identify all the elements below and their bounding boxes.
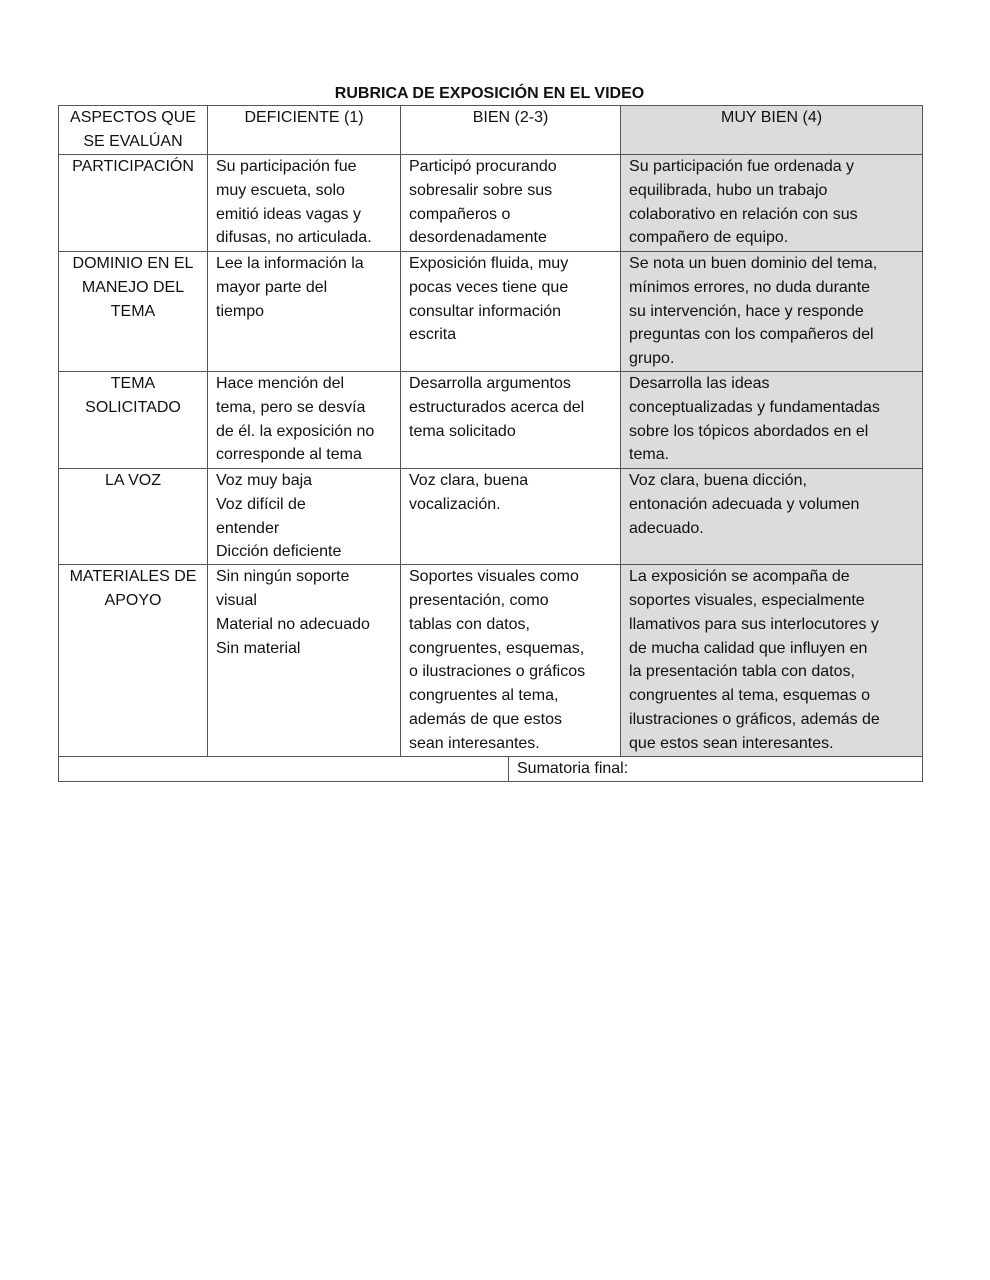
header-bien: BIEN (2-3) [401, 106, 621, 155]
muy-bien-cell-line: sobre los tópicos abordados en el [629, 422, 869, 440]
deficiente-cell [208, 372, 401, 469]
muy-bien-cell-line: equilibrada, hubo un trabajo [629, 181, 828, 199]
footer-row [59, 757, 923, 782]
muy-bien-cell [621, 565, 923, 757]
muy-bien-cell-line: que estos sean interesantes. [629, 734, 834, 752]
bien-cell [401, 565, 621, 757]
muy-bien-cell [621, 252, 923, 372]
muy-bien-cell-line: soportes visuales, especialmente [629, 591, 865, 609]
header-aspect-line: SE EVALÚAN [83, 132, 183, 150]
aspect-cell-line: SOLICITADO [85, 398, 181, 416]
table-row [59, 252, 923, 372]
deficiente-cell-line: Voz difícil de [216, 495, 306, 513]
muy-bien-cell-line: mínimos errores, no duda durante [629, 278, 871, 296]
bien-cell-line: estructurados acerca del [409, 398, 585, 416]
aspect-cell-line: PARTICIPACIÓN [72, 158, 194, 175]
header-deficiente: DEFICIENTE (1) [208, 106, 401, 155]
bien-cell [401, 252, 621, 372]
bien-cell-line: escrita [409, 326, 457, 344]
muy-bien-cell-line: compañero de equipo. [629, 229, 789, 247]
deficiente-cell-line: Voz muy baja [216, 472, 313, 489]
deficiente-cell-line: Dicción deficiente [216, 543, 342, 561]
muy-bien-cell-line: grupo. [629, 350, 675, 368]
header-aspect [59, 106, 208, 155]
table-row [59, 469, 923, 565]
bien-cell-line: vocalización. [409, 495, 501, 513]
muy-bien-cell-line: tema. [629, 446, 670, 464]
bien-cell-line: Desarrolla argumentos [409, 375, 571, 392]
bien-cell-line: sobresalir sobre sus [409, 181, 553, 199]
muy-bien-cell-line: llamativos para sus interlocutores y [629, 615, 879, 633]
deficiente-cell-line: Material no adecuado [216, 615, 370, 633]
muy-bien-cell-line: la presentación tabla con datos, [629, 663, 855, 681]
muy-bien-cell-line: su intervención, hace y responde [629, 302, 864, 320]
aspect-cell-line: MANEJO DEL [81, 278, 185, 296]
document-title: RUBRICA DE EXPOSICIÓN EN EL VIDEO [334, 85, 645, 102]
bien-cell-line: desordenadamente [409, 229, 547, 247]
deficiente-cell-line: tema, pero se desvía [216, 398, 366, 416]
muy-bien-cell-line: La exposición se acompaña de [629, 568, 850, 586]
bien-cell-line: sean interesantes. [409, 734, 540, 752]
aspect-cell [59, 155, 208, 252]
muy-bien-cell-line: entonación adecuada y volumen [629, 495, 860, 513]
header-row [59, 106, 923, 155]
bien-cell-line: Voz clara, buena [409, 472, 529, 489]
deficiente-cell [208, 469, 401, 565]
muy-bien-cell-line: preguntas con los compañeros del [629, 326, 874, 344]
deficiente-cell [208, 565, 401, 757]
bien-cell-line: Soportes visuales como [409, 568, 579, 586]
aspect-cell-line: APOYO [104, 591, 162, 609]
bien-cell-line: pocas veces tiene que [409, 278, 569, 296]
deficiente-cell [208, 155, 401, 252]
deficiente-cell-line: Lee la información la [216, 255, 364, 272]
header-muy-bien: MUY BIEN (4) [621, 106, 923, 155]
muy-bien-cell-line: de mucha calidad que influyen en [629, 639, 868, 657]
muy-bien-cell-line: Voz clara, buena dicción, [629, 472, 807, 489]
deficiente-cell-line: Su participación fue [216, 158, 357, 175]
bien-cell [401, 469, 621, 565]
table-row [59, 372, 923, 469]
deficiente-cell-line: Hace mención del [216, 375, 345, 392]
muy-bien-cell-line: adecuado. [629, 519, 704, 537]
muy-bien-cell-line: Su participación fue ordenada y [629, 158, 855, 175]
bien-cell-line: tablas con datos, [409, 615, 530, 633]
bien-cell-line: o ilustraciones o gráficos [409, 663, 586, 681]
footer-sum-cell: Sumatoria final: [509, 757, 923, 782]
muy-bien-cell-line: ilustraciones o gráficos, además de [629, 710, 880, 728]
deficiente-cell-line: de él. la exposición no [216, 422, 375, 440]
bien-cell [401, 155, 621, 252]
muy-bien-cell [621, 469, 923, 565]
bien-cell-line: Exposición fluida, muy [409, 255, 569, 272]
muy-bien-cell [621, 155, 923, 252]
deficiente-cell-line: mayor parte del [216, 278, 328, 296]
muy-bien-cell-line: Se nota un buen dominio del tema, [629, 255, 878, 272]
deficiente-cell-line: entender [216, 519, 280, 537]
deficiente-cell-line: difusas, no articulada. [216, 229, 372, 247]
deficiente-cell-line: muy escueta, solo [216, 181, 345, 199]
bien-cell-line: congruentes al tema, [409, 687, 559, 705]
bien-cell-line: consultar información [409, 302, 562, 320]
rubric-table [58, 105, 923, 782]
muy-bien-cell-line: conceptualizadas y fundamentadas [629, 398, 880, 416]
muy-bien-cell-line: Desarrolla las ideas [629, 375, 770, 392]
muy-bien-cell-line: colaborativo en relación con sus [629, 205, 858, 223]
aspect-cell-line: TEMA [110, 375, 156, 392]
bien-cell-line: compañeros o [409, 205, 511, 223]
muy-bien-cell-line: congruentes al tema, esquemas o [629, 687, 871, 705]
bien-cell-line: Participó procurando [409, 158, 557, 175]
deficiente-cell-line: emitió ideas vagas y [216, 205, 361, 223]
deficiente-cell [208, 252, 401, 372]
deficiente-cell-line: tiempo [216, 302, 265, 320]
aspect-cell [59, 252, 208, 372]
aspect-cell-line: MATERIALES DE [69, 568, 197, 586]
muy-bien-cell [621, 372, 923, 469]
bien-cell [401, 372, 621, 469]
aspect-cell [59, 565, 208, 757]
aspect-cell-line: DOMINIO EN EL [72, 255, 194, 272]
aspect-cell [59, 372, 208, 469]
header-aspect-line: ASPECTOS QUE [70, 109, 196, 126]
bien-cell-line: presentación, como [409, 591, 549, 609]
table-row [59, 155, 923, 252]
aspect-cell-line: TEMA [110, 302, 156, 320]
table-row [59, 565, 923, 757]
aspect-cell [59, 469, 208, 565]
deficiente-cell-line: visual [216, 591, 257, 609]
footer-empty-cell [59, 757, 509, 782]
aspect-cell-line: LA VOZ [104, 472, 162, 489]
deficiente-cell-line: Sin ningún soporte [216, 568, 350, 586]
bien-cell-line: congruentes, esquemas, [409, 639, 585, 657]
bien-cell-line: además de que estos [409, 710, 562, 728]
deficiente-cell-line: Sin material [216, 639, 301, 657]
deficiente-cell-line: corresponde al tema [216, 446, 362, 464]
bien-cell-line: tema solicitado [409, 422, 516, 440]
